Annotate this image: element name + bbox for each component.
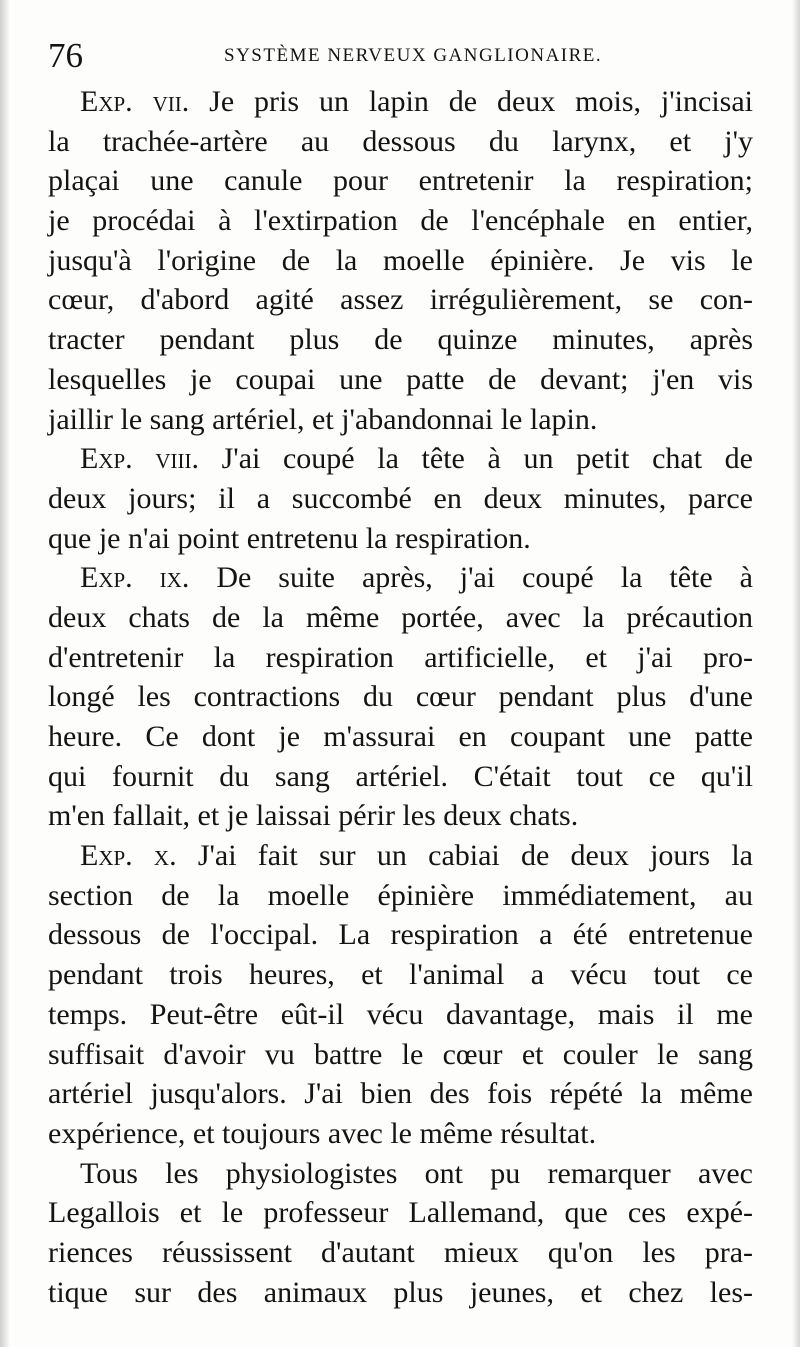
text-line: Legallois et le professeur Lallemand, que ces expé- <box>48 1196 753 1230</box>
running-head: SYSTÈME NERVEUX GANGLIONAIRE. <box>224 45 603 66</box>
text-line: temps. Peut-être eût-il vécu davantage, mais il me <box>48 997 753 1031</box>
text-line: Exp. viii. J'ai coupé la tête à un petit chat de <box>80 442 753 476</box>
text-line: deux chats de la même portée, avec la précaution <box>48 600 753 634</box>
text-line: la trachée-artère au dessous du larynx, et j'y <box>48 124 753 158</box>
text-line: qui fournit du sang artériel. C'était tout ce qu'il <box>48 759 753 793</box>
experiment-label: Exp. vii. <box>80 85 190 118</box>
text-line: deux jours; il a succombé en deux minutes, parce <box>48 481 753 515</box>
text-line: je procédai à l'extirpation de l'encéphale en entier, <box>48 204 753 238</box>
text-line: riences réussissent d'autant mieux qu'on les pra- <box>48 1235 753 1269</box>
text-line: suffisait d'avoir vu battre le cœur et couler le sang <box>48 1037 753 1071</box>
text-line: Exp. ix. De suite après, j'ai coupé la tête à <box>80 561 753 595</box>
text-line: longé les contractions du cœur pendant plus d'une <box>48 680 753 714</box>
text-line: artériel jusqu'alors. J'ai bien des fois répété la même <box>48 1077 753 1111</box>
text-line: jaillir le sang artériel, et j'abandonnai le lapin. <box>48 402 598 436</box>
text-line: Tous les physiologistes ont pu remarquer avec <box>80 1156 753 1190</box>
text-line: d'entretenir la respiration artificielle, et j'ai pro- <box>48 640 753 674</box>
experiment-label: Exp. x. <box>80 839 177 873</box>
experiment-label: Exp. ix. <box>80 561 190 595</box>
text-line: heure. Ce dont je m'assurai en coupant une patte <box>48 720 753 753</box>
text-line: pendant trois heures, et l'animal a vécu tout ce <box>48 958 753 992</box>
text-line: cœur, d'abord agité assez irrégulièrement, se con- <box>48 283 753 317</box>
text-line: tracter pendant plus de quinze minutes, après <box>48 323 753 357</box>
text-line: tique sur des animaux plus jeunes, et chez les- <box>48 1275 753 1309</box>
text-line: que je n'ai point entretenu la respiration. <box>48 521 531 555</box>
text-line: Exp. vii. Je pris un lapin de deux mois, j'incisai <box>80 85 753 118</box>
text-line: dessous de l'occipal. La respiration a été entretenue <box>48 918 753 952</box>
text-line: plaçai une canule pour entretenir la respiration; <box>48 164 753 198</box>
text-line: lesquelles je coupai une patte de devant; j'en vis <box>48 362 753 396</box>
text-line: Exp. x. J'ai fait sur un cabiai de deux jours la <box>80 839 753 873</box>
text-line: m'en fallait, et je laissai périr les deux chats. <box>48 799 579 833</box>
text-line: expérience, et toujours avec le même résultat. <box>48 1116 597 1150</box>
page-number: 76 <box>48 36 83 75</box>
page-header <box>48 34 752 78</box>
text-line: section de la moelle épinière immédiatement, au <box>48 878 753 912</box>
body-text <box>48 82 753 1312</box>
text-line: jusqu'à l'origine de la moelle épinière. Je vis le <box>48 243 753 277</box>
experiment-label: Exp. viii. <box>80 442 199 476</box>
